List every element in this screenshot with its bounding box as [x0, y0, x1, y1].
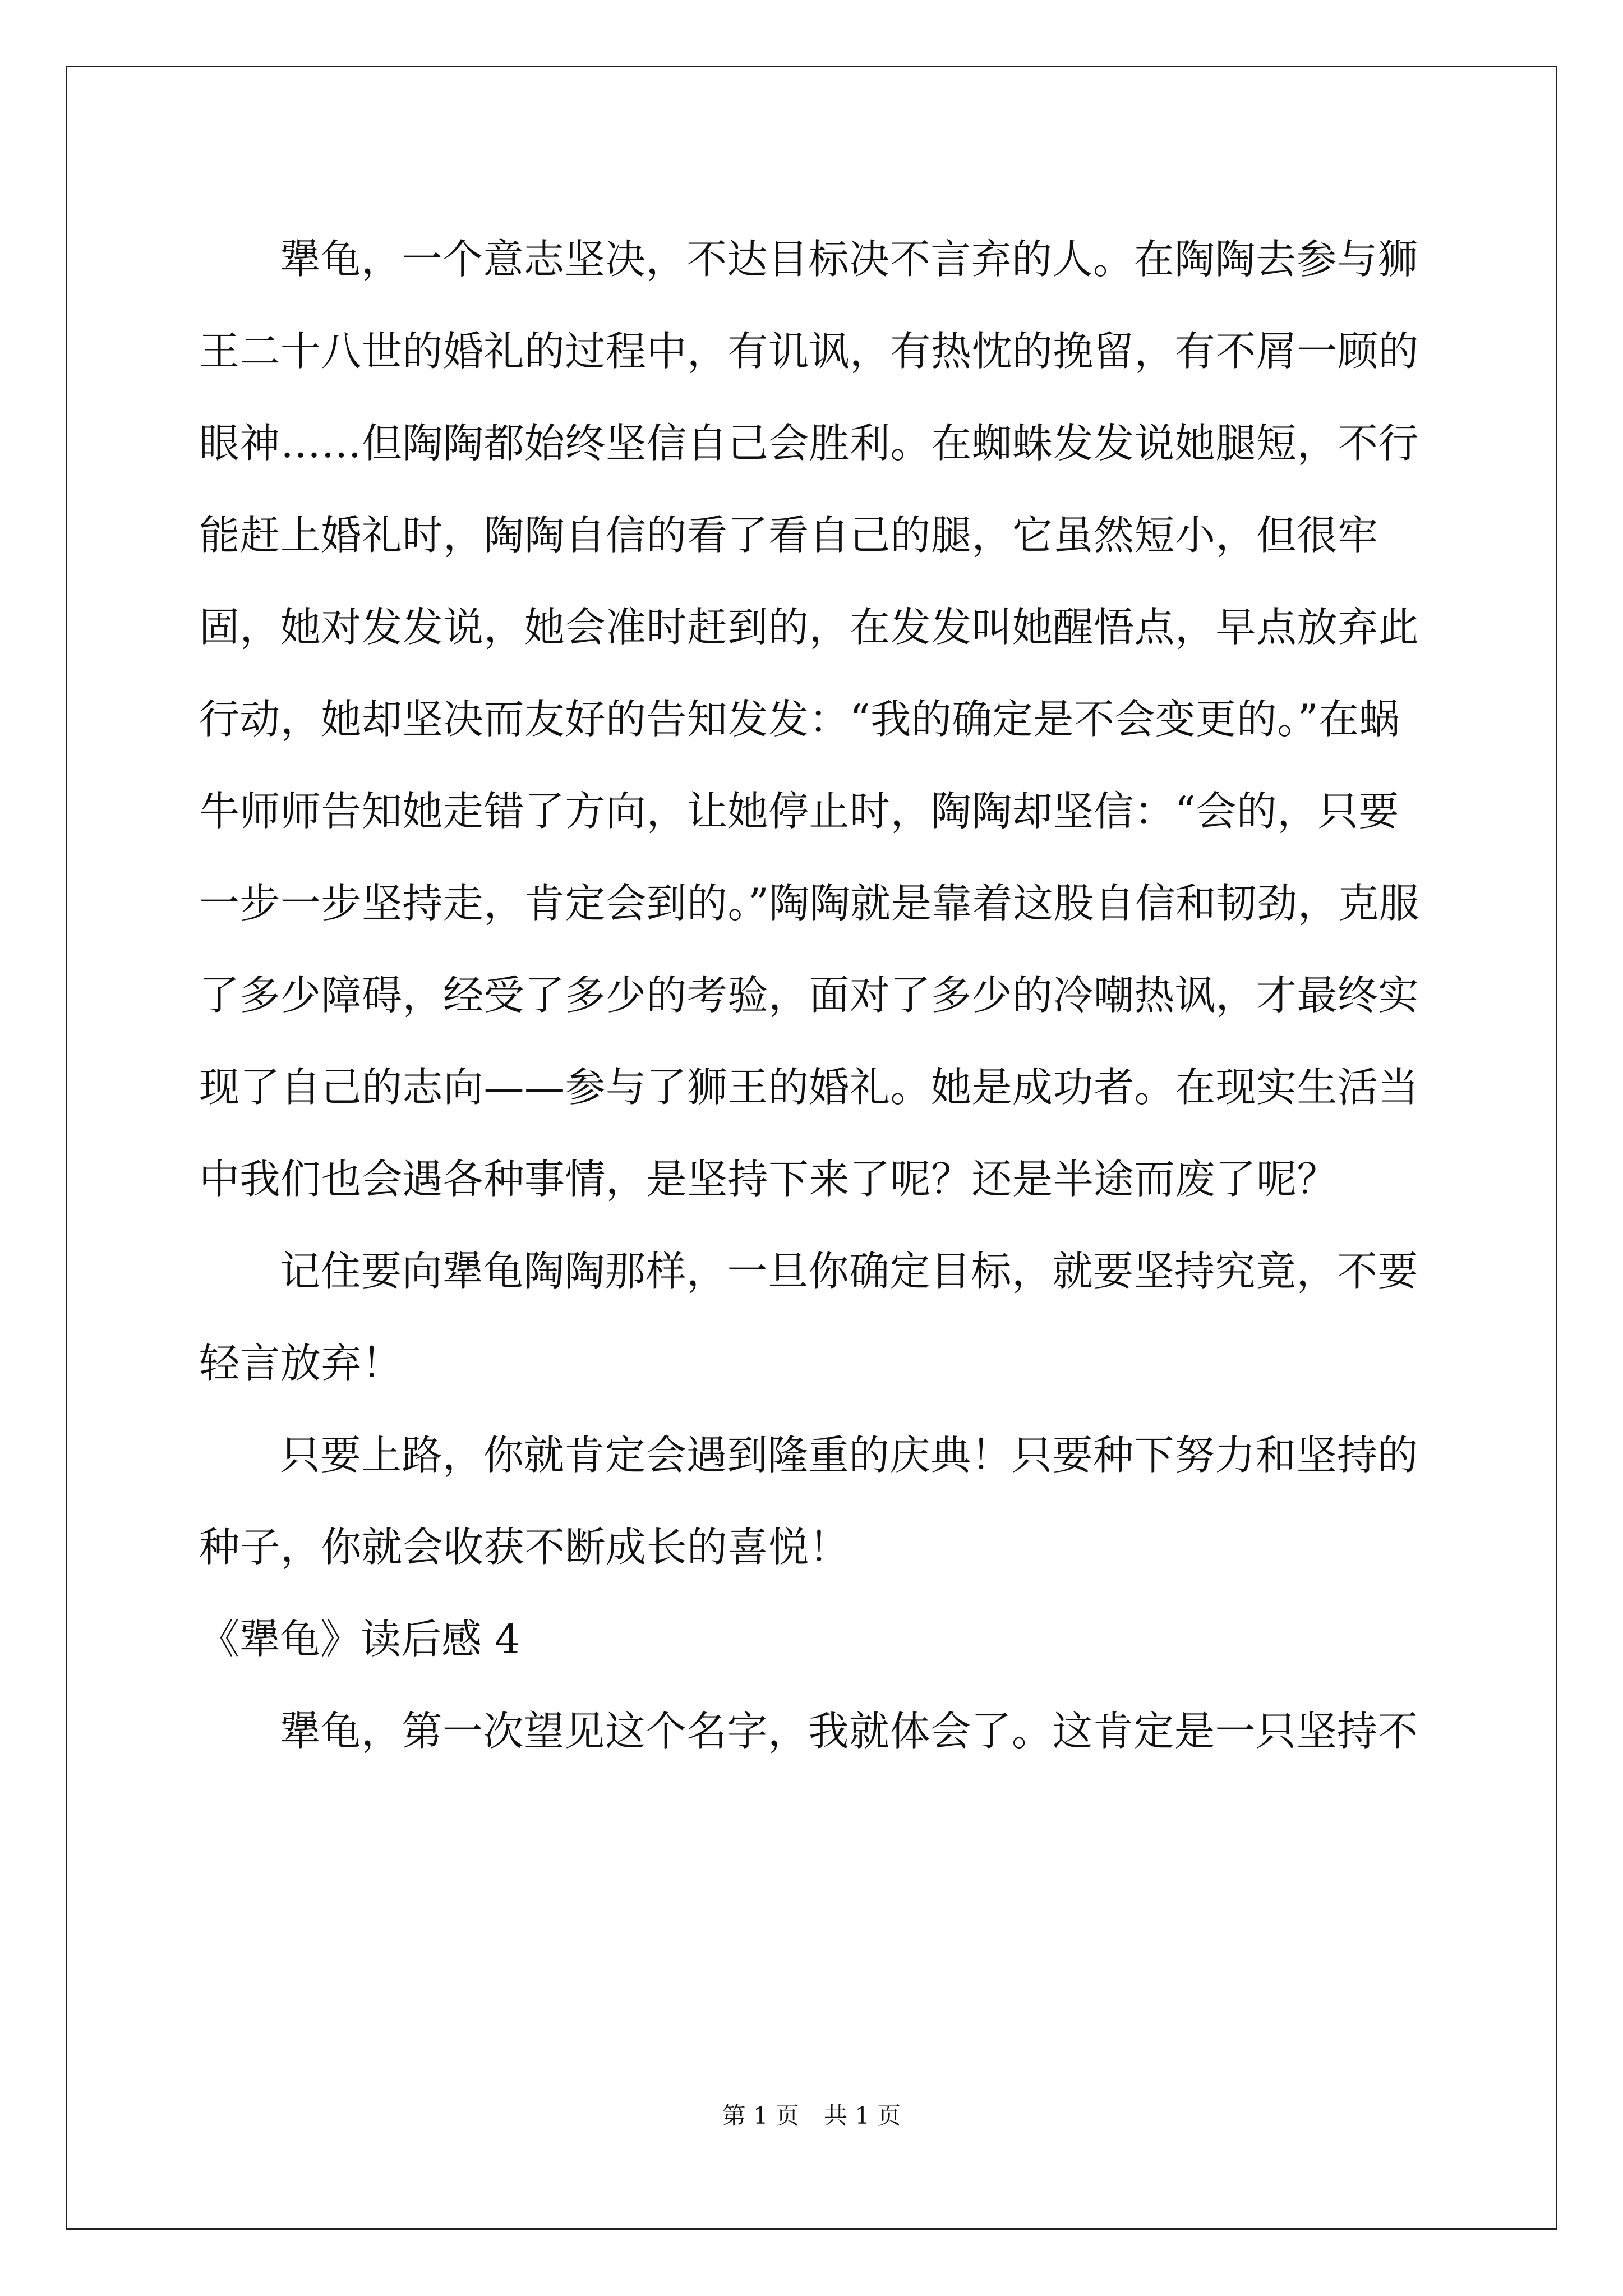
page-footer [0, 2099, 1623, 2133]
paragraph-4: 犟龟，第一次望见这个名字，我就体会了。这肯定是一只坚持不 [280, 1708, 1419, 1755]
page-number: 第 1 页 [722, 2102, 799, 2129]
paragraph-2: 记住要向犟龟陶陶那样，一旦你确定目标，就要坚持究竟，不要轻言放弃！ [199, 1248, 1419, 1387]
section-title: 《犟龟》读后感 4 [199, 1616, 520, 1663]
paragraph-3: 只要上路，你就肯定会遇到隆重的庆典！只要种下努力和坚持的种子，你就会收获不断成长的喜悦！ [199, 1432, 1419, 1571]
document-body [199, 213, 1433, 1777]
paragraph-1: 犟龟，一个意志坚决，不达目标决不言弃的人。在陶陶去参与狮王二十八世的婚礼的过程中，有讥讽，有热忱的挽留，有不屑一顾的眼神……但陶陶都始终坚信自己会胜利。在蜘蛛发发说她腿短，不行能赶上婚礼时，陶陶自信的看了看自己的腿，它虽然短小，但很牢固，她对发发说，她会准时赶到的，在发发叫她醒悟点，早点放弃此行动，她却坚决而友好的告知发发：“我的确定是不会变更的。”在蜗牛师师告知她走错了方向，让她停止时，陶陶却坚信：“会的，只要一步一步坚持走，肯定会到的。”陶陶就是靠着这股自信和韧劲，克服了多少障碍，经受了多少的考验，面对了多少的冷嘲热讽，才最终实现了自己的志向——参与了狮王的婚礼。她是成功者。在现实生活当中我们也会遇各种事情，是坚持下来了呢？还是半途而废了呢？ [199, 236, 1420, 1203]
page-total: 共 1 页 [824, 2102, 901, 2129]
